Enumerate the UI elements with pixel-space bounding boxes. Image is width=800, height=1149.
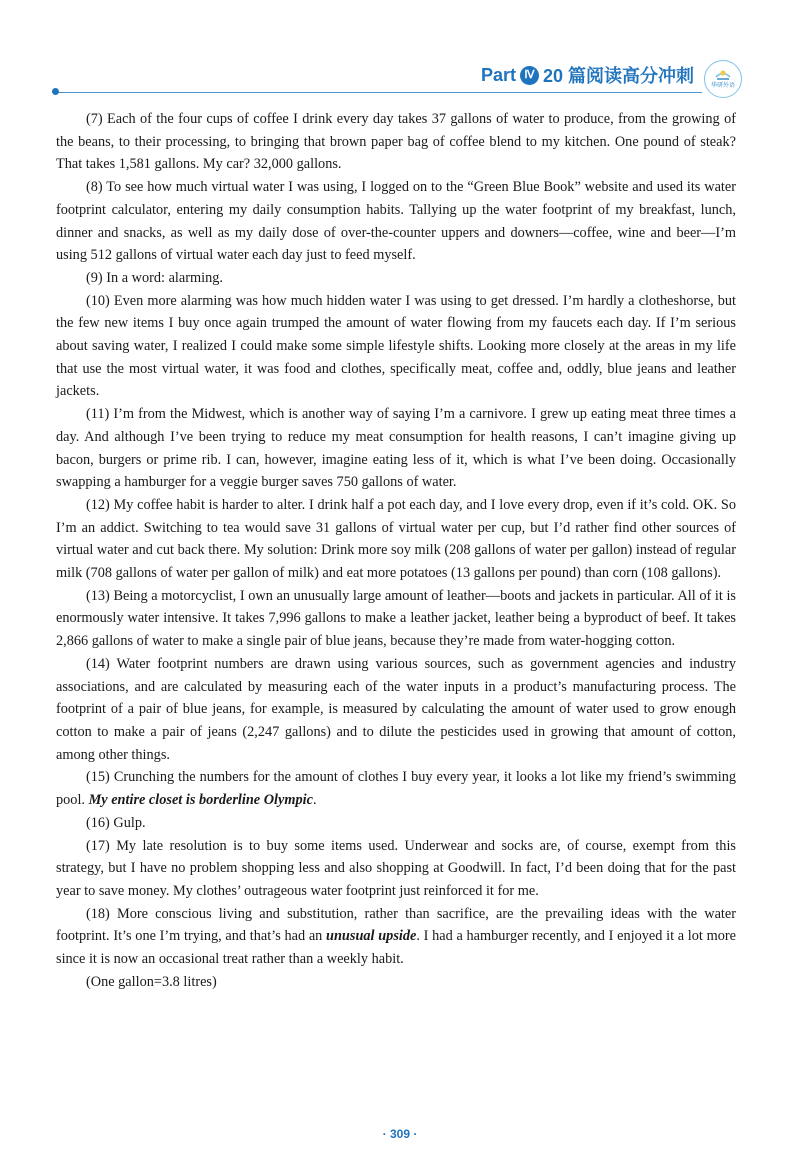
section-title-text: 20 篇阅读高分冲刺 [542,66,694,86]
logo-text: 华研外语 [710,83,735,89]
page-number: · 309 · [382,1127,418,1141]
paragraph-10: (10) Even more alarming was how much hidden water I was using to get dressed. I’m hardly a clotheshorse, but the few new items I buy once again trumped the amount of water flowing from my faucets each day. If I’m serious about saving water, I realized I could make some simple lifestyle shifts. Looking more closely at the areas in my life that use the most virtual water, it was food and clothes, specifically meat, coffee and, oddly, blue jeans and leather jackets. [56,292,736,400]
paragraph-15-end: . [312,792,317,809]
paragraph-16: (16) Gulp. [86,814,146,831]
article-body [56,108,736,993]
paragraph-8: (8) To see how much virtual water I was using, I logged on to the “Green Blue Book” website and used its water footprint calculator, entering my daily consumption habits. Tallying up the water footprint of my breakfast, lunch, dinner and snacks, as well as my daily dose of over-the-counter uppers and downers—coffee, wine and beer—I’m using 512 gallons of virtual water each day just to feed myself. [56,179,736,264]
header-rule [56,92,702,93]
paragraph-9: (9) In a word: alarming. [86,269,223,286]
header-rule-dot [52,88,59,95]
publisher-logo [704,60,742,98]
unit-note: (One gallon=3.8 litres) [86,973,217,990]
highlighted-phrase-upside: unusual upside [326,928,417,945]
paragraph-11: (11) I’m from the Midwest, which is another way of saying I’m a carnivore. I grew up eating meat three times a day. And although I’ve been trying to reduce my meat consumption for health reasons, I can’t imagine giving up bacon, burgers or prime rib. I can, however, imagine eating less of it, which is what I’ve been doing. Occasionally swapping a hamburger for a veggie burger saves 750 gallons of water. [56,406,736,491]
paragraph-17: (17) My late resolution is to buy some items used. Underwear and socks are, of course, exempt from this strategy, but I have no problem shopping less and also shopping at Goodwill. In fact, I’d been doing that for the past year to save money. My clothes’ outrageous water footprint just reinforced it for me. [56,837,736,899]
paragraph-18-end: . I had a hamburger recently, and I enjoyed it a lot more since it is now an occasional treat rather than a weekly habit. [56,928,736,968]
paragraph-14: (14) Water footprint numbers are drawn using various sources, such as government agencies and industry associations, and are calculated by measuring each of the water inputs in a product’s manufacturing process. The footprint of a pair of blue jeans, for example, is measured by calculating the amount of water used to grow enough cotton to make a pair of jeans (2,247 gallons) and to dilute the pesticides used in growing that amount of cotton, among other things. [56,655,736,763]
paragraph-15-text: (15) Crunching the numbers for the amount of clothes I buy every year, it looks a lot like my friend’s swimming pool. [56,769,736,809]
paragraph-13: (13) Being a motorcyclist, I own an unusually large amount of leather—boots and jackets in particular. All of it is enormously water intensive. It takes 7,996 gallons to make a leather jacket, leather being a byproduct of beef. It takes 2,866 gallons of water to make a single pair of blue jeans, because they’re made from water-hogging cotton. [56,587,736,650]
paragraph-18 [56,903,736,971]
highlighted-phrase-olympic: My entire closet is borderline Olympic [88,792,313,809]
running-header [56,54,742,94]
paragraph-7: (7) Each of the four cups of coffee I drink every day takes 37 gallons of water to produce, from the growing of the beans, to their processing, to bringing that brown paper bag of coffee blend to my kitchen. One pound of steak? That takes 1,581 gallons. My car? 32,000 gallons. [56,111,736,173]
paragraph-18-text: (18) More conscious living and substitution, rather than sacrifice, are the prevailing ideas with the water footprint. It’s one I’m trying, and that’s had an [56,905,736,945]
section-title [481,62,694,88]
paragraph-12: (12) My coffee habit is harder to alter. I drink half a pot each day, and I love every drop, even if it’s cold. OK. So I’m an addict. Switching to tea would save 31 gallons of virtual water per cup, but I’d rather find other sources of virtual water and cut back there. My solution: Drink more soy milk (208 gallons of water per gallon) instead of regular milk (708 gallons of water per gallon of milk) and eat more potatoes (13 gallons per pound) than corn (108 gallons). [56,496,736,582]
part-numeral-badge: Ⅳ [520,66,539,85]
hand-book-logo-icon [714,68,732,82]
part-prefix: Part [480,64,516,85]
paragraph-15 [56,766,736,811]
